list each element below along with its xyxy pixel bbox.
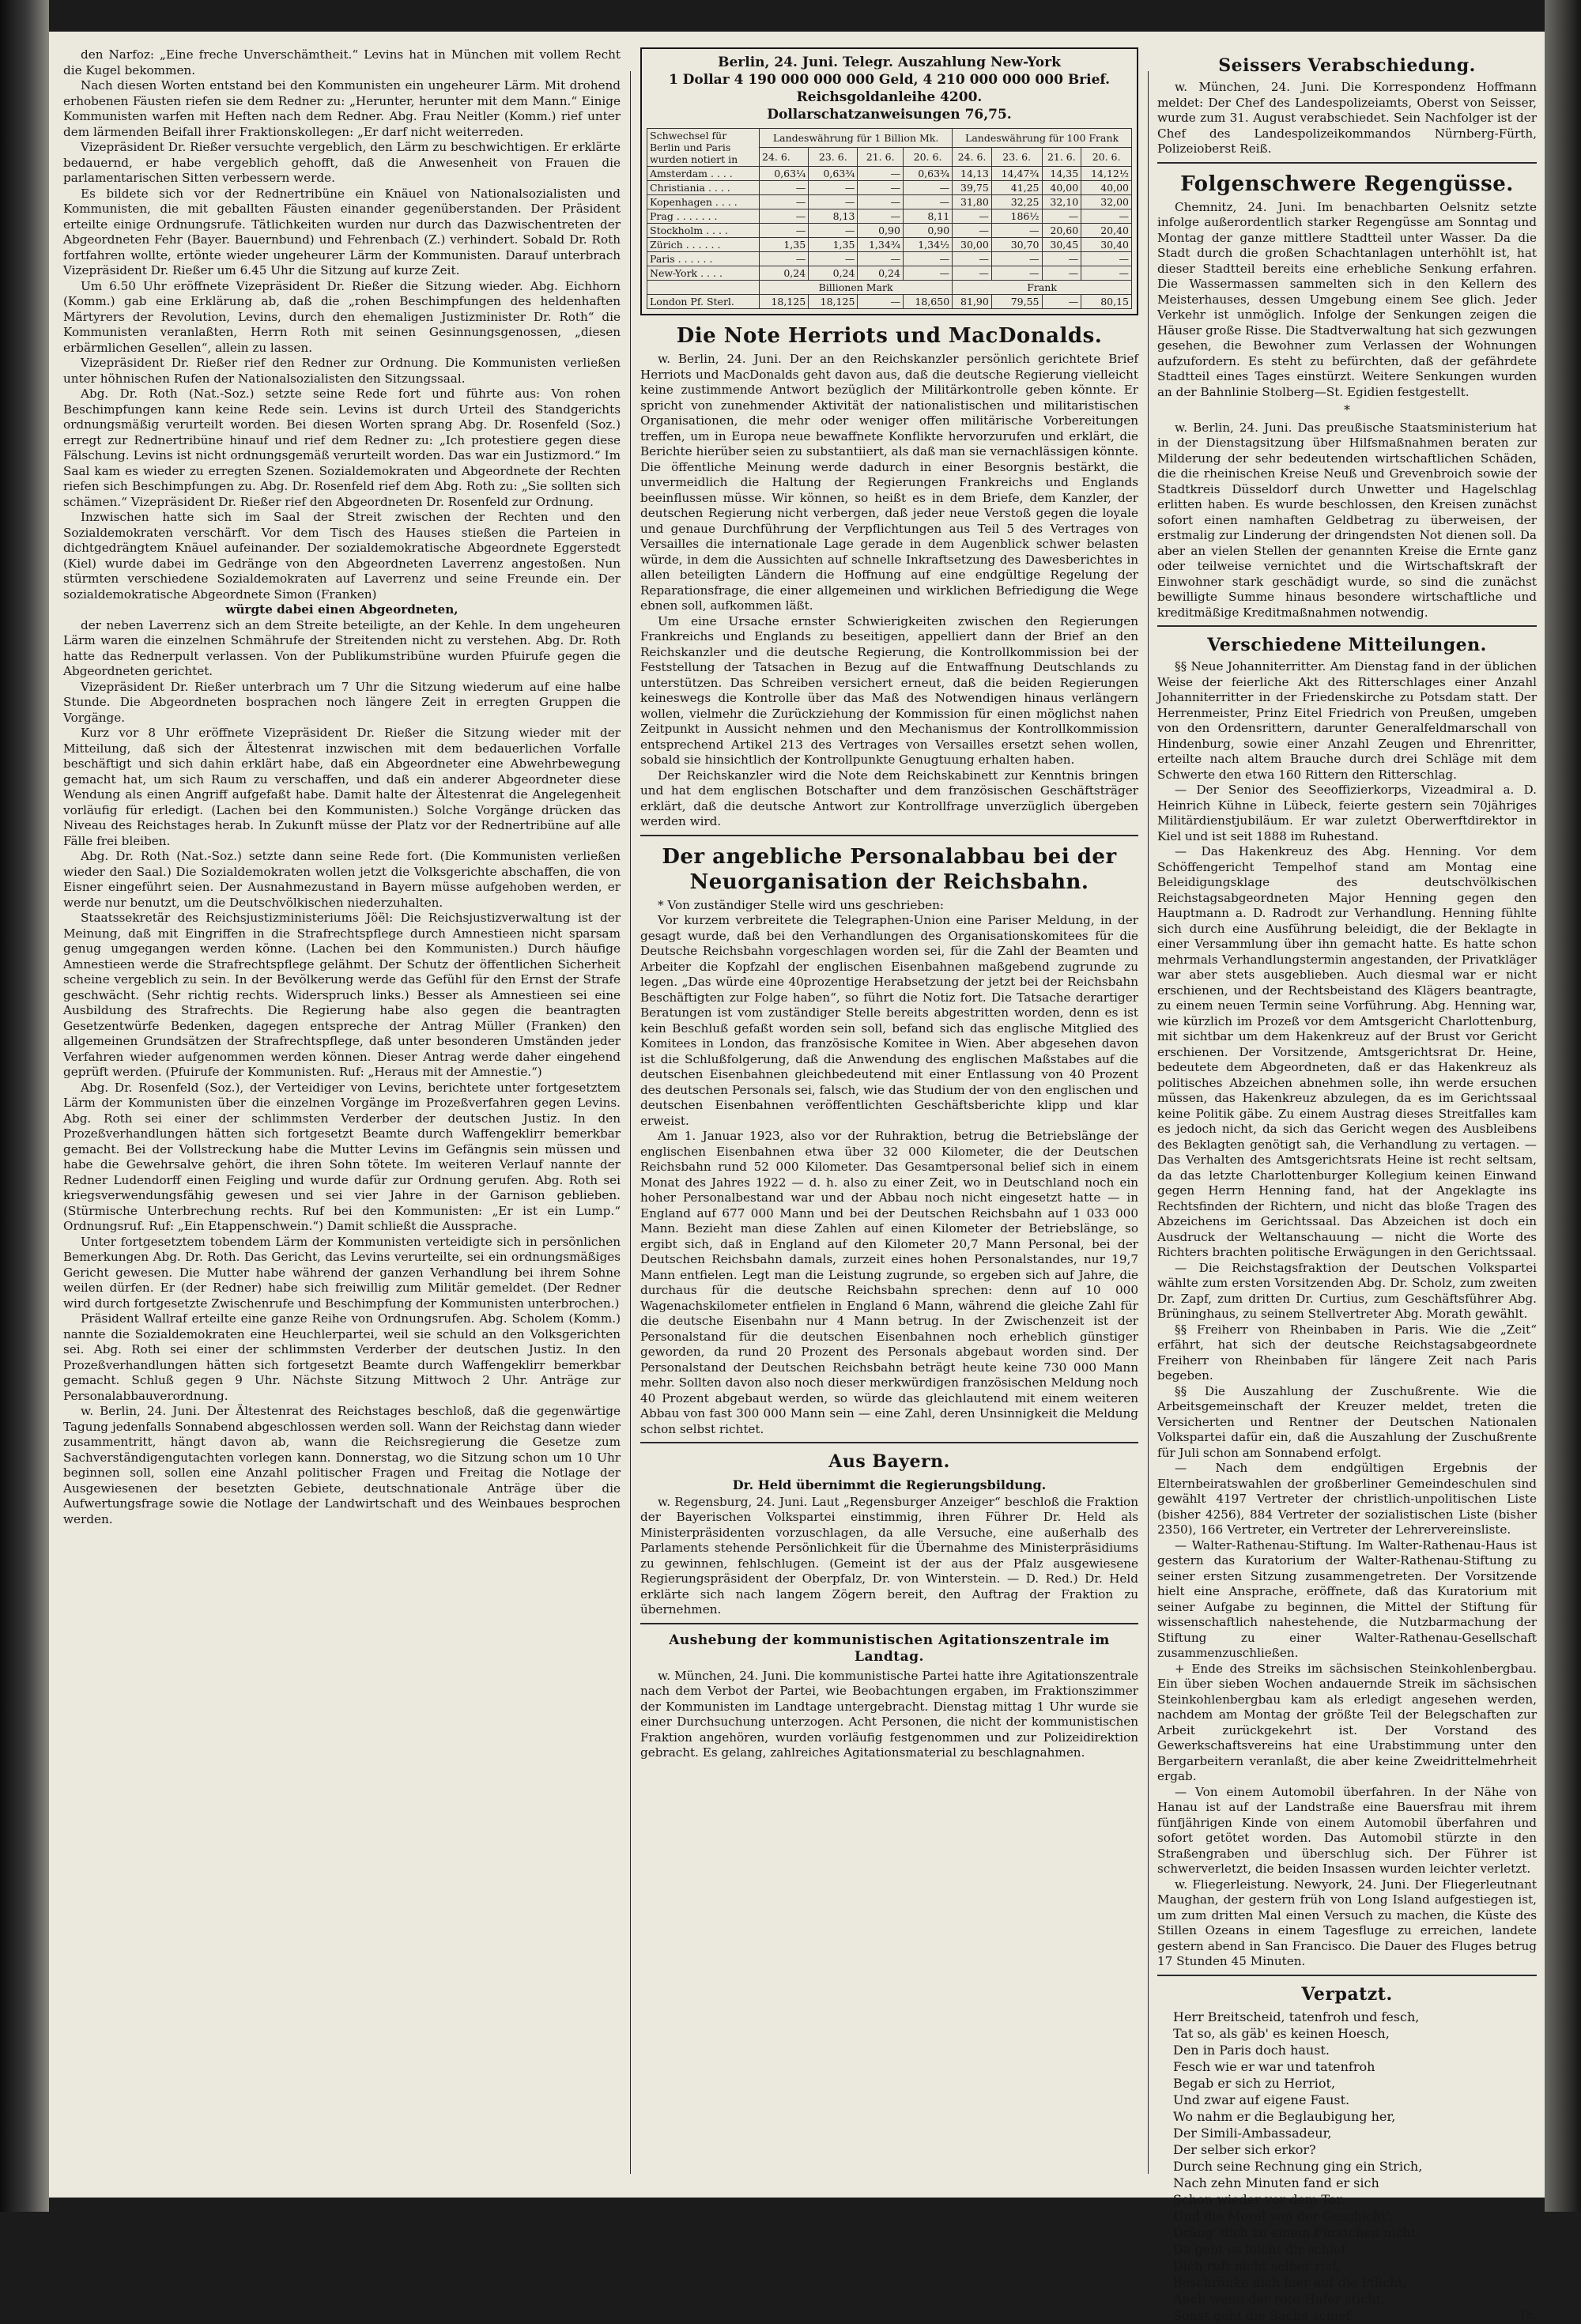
table-row [647, 195, 1132, 209]
article-paragraph: Unter fortgesetztem tobendem Lärm der Kommunisten verteidigte sich in persönlichen Bemerkungen Abg. Dr. Roth. Das Gericht, das Levins verurteilte, sei ein ordnungsmäßiges Gericht gewesen. Die Mutter habe während der ganzen Verhandlung bei ihrem Sohne weilen dürfen. Er (der Redner) habe sich freiwillig zum Militär gemeldet. (Der Redner wird durch fortgesetzte Zwischenrufe und Beschimpfung der Kommunisten unterbrochen.) [63, 1234, 621, 1311]
rate-cell: — [1042, 295, 1081, 309]
table-head-right: Landeswährung für 100 Frank [953, 129, 1132, 148]
rate-cell: — [991, 252, 1042, 266]
table-row [647, 209, 1132, 224]
poem-line: Und zwar auf eigene Faust. [1173, 2092, 1350, 2107]
rate-cell: — [903, 252, 952, 266]
rate-cell: 30,40 [1081, 238, 1132, 252]
article-paragraph: Präsident Wallraf erteilte eine ganze Reihe von Ordnungsrufen. Abg. Scholem (Komm.) nannte die Sozialdemokraten eine Heuchlerpartei, weil sie schuld an den Volksgerichten sei. Abg. Roth sei einer der schlimmsten Verderber der deutschen Justiz. In den Prozeßverhandlungen hätten sich fortgesetzt Beamte durch Waffengeklirr bemerkbar gemacht. Schluß gegen 9 Uhr. Nächste Sitzung Mittwoch 2 Uhr. Anträge zur Personalabbauverordnung. [63, 1311, 621, 1403]
date-header: 21. 6. [858, 148, 904, 167]
rate-cell: — [858, 252, 904, 266]
news-item: §§ Freiherr von Rheinbaben in Paris. Wie die „Zeit“ erfährt, hat sich der deutsche Reichstagsabgeordnete Freiherr von Rheinbaben für längere Zeit nach Paris begeben. [1157, 1322, 1537, 1383]
poem-line: Nach zehn Minuten fand er sich [1173, 2175, 1379, 2190]
rate-cell: — [1042, 266, 1081, 281]
seisser-text: w. München, 24. Juni. Die Korrespondenz Hoffmann meldet: Der Chef des Landespolizeiamts, Oberst von Seisser, wurde zum 31. August verabschiedet. Sein Nachfolger ist der Chef des Landespolizeikommandos Nürnberg-Fürth, Polizeioberst Reiß. [1157, 80, 1537, 156]
poem-line: Beschränke dich hier auf die Pflicht, [1173, 2274, 1407, 2290]
place-cell: Kopenhagen . . . . [647, 195, 760, 209]
seisser-headline: Seissers Verabschiedung. [1218, 55, 1476, 76]
table-head-left: Schwechsel für Berlin und Paris wurden notiert in [647, 129, 760, 167]
table-row [647, 181, 1132, 195]
date-header: 23. 6. [809, 148, 858, 167]
rate-cell: 8,13 [809, 209, 858, 224]
rate-cell: — [1042, 252, 1081, 266]
misc-headline: Verschiedene Mitteilungen. [1207, 635, 1487, 655]
exchange-rate-table [647, 128, 1132, 309]
article-paragraph: Um eine Ursache ernster Schwierigkeiten zwischen den Regierungen Frankreichs und Englands zu beseitigen, appelliert dann der Brief an den Reichskanzler und die deutsche Regierung, die Kontrollkommission bei der Feststellung der Tatsachen in Bezug auf die Entwaffnung Deutschlands zu unterstützen. Das Schreiben versichert erneut, daß die beiden Regierungen keineswegs die Kontrolle über das Maß des Notwendigen hinaus verlängern wollen, vielmehr die Zurückziehung der Kommission für einen möglichst nahen Zeitpunkt in Aussicht nehmen und den Mechanismus der Kontrollkommission entsprechend Artikel 213 des Vertrages von Versailles ersetzt sehen wollen, sobald sie hinsichtlich der Kontrollpunkte Genugtuung erhalten haben. [640, 613, 1138, 767]
rate-cell: — [1042, 209, 1081, 224]
exchange-line-3: Reichsgoldanleihe 4200. [796, 89, 983, 105]
poem-line: Fesch wie er war und tatenfroh [1173, 2058, 1375, 2074]
news-item: — Die Reichstagsfraktion der Deutschen Volkspartei wählte zum ersten Vorsitzenden Abg. Dr. Scholz, zum zweiten Dr. Zapf, zum dritten Dr. Curtius, zum Geschäftsführer Abg. Brüninghaus, zu seinem Stellvertreter Abg. Morath gewählt. [1157, 1260, 1537, 1321]
news-item: w. Fliegerleistung. Newyork, 24. Juni. Der Fliegerleutnant Maughan, der gestern früh von Long Island aufgestiegen ist, um zum dritten Mal einen Versuch zu machen, die Küste des Stillen Ozeans in einem Tagesfluge zu erreichen, landete gestern abend in San Francisco. Die Dauer des Fluges betrug 17 Stunden 45 Minuten. [1157, 1877, 1537, 1968]
divider [640, 835, 1138, 836]
news-item: §§ Die Auszahlung der Zuschußrente. Wie die Arbeitsgemeinschaft der Kreuzer meldet, treten die Versicherten und Rentner der Deutschen Nationalen Volkspartei dafür ein, daß die Auszahlung der Zuschußrente für Juli schon am Sonnabend erfolgt. [1157, 1383, 1537, 1460]
poem-line: Begab er sich zu Herriot, [1173, 2075, 1336, 2091]
rate-cell: — [953, 209, 992, 224]
date-header: 24. 6. [953, 148, 992, 167]
rate-cell: — [858, 181, 904, 195]
article-paragraph: Inzwischen hatte sich im Saal der Streit zwischen der Rechten und den Sozialdemokraten verschärft. Vor dem Tisch des Hauses stießen die Parteien in dichtgedrängtem Knäuel aufeinander. Der sozialdemokratische Abgeordnete Eggerstedt (Kiel) wurde dabei im Gedränge von den Abgeordneten Laverrenz angestoßen. Nun stürmten verschiedene Sozialdemokraten auf Laverrenz und seine Freunde ein. Der sozialdemokratische Abgeordnete Simon (Franken) [63, 510, 621, 602]
rate-cell: 0,24 [809, 266, 858, 281]
rate-cell: 14,47¾ [991, 167, 1042, 181]
poem-line: Sonst geht die Sache schief. [1173, 2307, 1354, 2323]
date-header: 21. 6. [1042, 148, 1081, 167]
news-item: — Das Hakenkreuz des Abg. Henning. Vor dem Schöffengericht Tempelhof stand am Montag eine Beleidigungsklage des deutschvölkischen Reichstagsabgeordneten Major Henning gegen den Hauptmann a. D. Radrodt zur Verhandlung. Henning fühlte sich durch eine Ausführung beleidigt, die der Beklagte in einer Versammlung über ihn gemacht hatte. Es hatte schon mehrmals Verhandlungstermin angestanden, der Privatkläger war aber stets ausgeblieben. Auch diesmal war er nicht erschienen, und der Rechtsbeistand des Klägers beantragte, zu einem neuen Termin seine Vorführung. Abg. Henning war, wie kürzlich im Prozeß vor dem Amtsgericht Charlottenburg, mit sichtbar um dem Hakenkreuz auf der Brust vor Gericht erschienen. Der Vorsitzende, Amtsgerichtsrat Dr. Heine, bedeutete dem Abgeordneten, daß er das Hakenkreuz als politisches Abzeichen abnehmen solle, ihn werde ersuchen müssen, das Hakenkreuz abzulegen, da es im Gerichtssaal keine Politik gäbe. Zu einem Austrag dieses Streitfalles kam es jedoch nicht, da sich das Gericht wegen des Ausbleibens des Beklagten genötigt sah, die Verhandlung zu vertagen. — Das Verhalten des Amtsgerichtsrats Heine ist recht seltsam, da das letzte Charlottenburger Kollegium keinen Einwand gegen Herrn Henning fand, hat der Angeklagte ins Rechtsfinden der Richtern, und nicht das bloße Tragen des Abzeichens im Gerichtssaal. Das Abzeichen ist doch ein Ausdruck der Weltanschauung — nicht die Worte des Richters brachten politische Erwägungen in den Gerichtssaal. [1157, 844, 1537, 1259]
exchange-line-4: Dollarschatzanweisungen 76,75. [767, 107, 1012, 123]
rate-cell: 0,90 [903, 224, 952, 238]
poem-line: Schon wieder vor dem Tor. [1173, 2191, 1345, 2207]
rate-cell: 41,25 [991, 181, 1042, 195]
rate-cell: 1,34¾ [858, 238, 904, 252]
rate-cell: 1,35 [760, 238, 809, 252]
rate-cell: 20,60 [1042, 224, 1081, 238]
poem-line: Da geht es leicht dir schief. [1173, 2241, 1349, 2257]
unit-cell: Frank [953, 281, 1132, 295]
poem-signature: Th. [1519, 2308, 1537, 2322]
rain-text-1: Chemnitz, 24. Juni. Im benachbarten Oelsnitz setzte infolge außerordentlich starker Regengüsse am Sonntag und Montag der ganze mittlere Stadtteil unter Wasser. Da die Stadt durch die großen Schachtanlagen unterhöhlt ist, hat dieser Stadtteil bereits eine erhebliche Senkung erfahren. Die Wassermassen sammelten sich in den Kellern des Meisterhauses, dessen Umgebung einem See glich. Jeder Verkehr ist unmöglich. Infolge der Senkungen zeigen die Häuser große Risse. Die Stadtverwaltung hat sich gezwungen gesehen, die Bewohner zum Verlassen der Wohnungen aufzufordern. Es steht zu befürchten, daß der gefährdete Stadtteil eines Tages einstürzt. Weitere Senkungen wurden an der Bahnlinie Stolberg—St. Egidien festgestellt. [1157, 199, 1537, 399]
rate-cell: 40,00 [1042, 181, 1081, 195]
article-paragraph: w. Berlin, 24. Juni. Der Ältestenrat des Reichstages beschloß, daß die gegenwärtige Tagung jedenfalls Sonnabend abgeschlossen werden soll. Wann der Reichstag dann wieder zusammentritt, hängt davon ab, wann die Reichsregierung die Gesetze zum Sachverständigengutachten vorlegen kann. Donnerstag, wo die Sitzung schon um 10 Uhr beginnen soll, sollen eine Anzahl politischer Fragen und Freitag die Notlage der Ausgewiesenen der besetzten Gebiete, deutschnationale Anträge über die Aufwertungsfrage sowie die Notlage der Landwirtschaft und des Weinbaues besprochen werden. [63, 1404, 621, 1526]
table-row [647, 252, 1132, 266]
poem-line: Und die Moral von der Geschicht': [1173, 2208, 1394, 2224]
table-row [647, 224, 1132, 238]
article-headline: Der angebliche Personalabbau bei der Neuorganisation der Reichsbahn. [662, 844, 1117, 894]
rate-cell: — [1081, 209, 1132, 224]
news-item: — Walter-Rathenau-Stiftung. Im Walter-Rathenau-Haus ist gestern das Kuratorium der Walter-Rathenau-Stiftung zu seiner ersten Sitzung zusammengetreten. Der Vorsitzende hielt eine Ansprache, eröffnete, daß das Kuratorium mit seiner Aufgabe zu beginnen, die Mittel der Stiftung für wissenschaftlich nahestehende, die Nutzbarmachung der Stiftung zu einer Walter-Rathenau-Gesellschaft zusammenzuschließen. [1157, 1537, 1537, 1660]
rate-cell: 80,15 [1081, 295, 1132, 309]
article-paragraph: Der Reichskanzler wird die Note dem Reichskabinett zur Kenntnis bringen und hat dem englischen Botschafter und dem französischen Geschäftsträger erklärt, daß die deutsche Antwort zur Kontrollfrage unverzüglich übergeben werden wird. [640, 768, 1138, 828]
poem-line: Der Simili-Ambassadeur, [1173, 2125, 1332, 2141]
article-paragraph: w. Berlin, 24. Juni. Der an den Reichskanzler persönlich gerichtete Brief Herriots und MacDonalds geht davon aus, daß die deutsche Regierung vielleicht keine zustimmende Antwort bezüglich der Militärkontrolle geben könnte. Er spricht von zunehmender Aktivität der nationalistischen und militaristischen Organisationen, die mehr oder weniger offen militärische Vorbereitungen treffen, um in Europa neue bewaffnete Konflikte hervorzurufen und erklärt, die Berichte hierüber seien zu substantiiert, als daß man sie vernachlässigen könnte. Die öffentliche Meinung werde dadurch in einer Besorgnis bestärkt, die unvermeidlich die Haltung der Regierungen Frankreichs und Englands beeinflussen müsse. Wir können, so heißt es in dem Briefe, dem Kanzler, der deutschen Regierung nicht verbergen, daß jeder neue Verstoß gegen die loyale und genaue Durchführung der Verpflichtungen aus Teil 5 des Vertrages von Versailles die internationale Lage gerade in dem Augenblick schwer belasten würde, in dem die Aussichten auf schnelle Inkraftsetzung des Dawesberichtes in allen beteiligten Ländern die Hoffnung auf eine endgültige Regelung der Reparationsfrage, die einer allgemeinen und wirklichen Befriedigung die Wege ebnen soll, aufkommen läßt. [640, 352, 1138, 613]
news-item: §§ Neue Johanniterritter. Am Dienstag fand in der üblichen Weise der feierliche Akt des Ritterschlages einer Anzahl Johanniterritter in der Friedenskirche zu Potsdam statt. Der Herrenmeister, Prinz Eitel Friedrich von Preußen, umgeben von den Ordensrittern, darunter Generalfeldmarschall von Hindenburg, sowie einer Anzahl Zeugen und Ehrenritter, erteilte nach altem Brauche durch drei Schläge mit dem Schwerte den etwa 160 Rittern den Ritterschlag. [1157, 659, 1537, 782]
divider [640, 1442, 1138, 1443]
article-paragraph: w. Regensburg, 24. Juni. Laut „Regensburger Anzeiger“ beschloß die Fraktion der Bayerischen Volkspartei einstimmig, ihren Führer Dr. Held als Ministerpräsidenten vorzuschlagen, da alle Versuche, eine außerhalb des Parlaments stehende Persönlichkeit für die Übernahme des Ministerpräsidiums zu gewinnen, fehlschlugen. (Gemeint ist der aus der Pfalz ausgewiesene Regierungspräsident der Oberpfalz, Dr. von Winterstein. — D. Red.) Dr. Held erklärte sich nach langem Zögern bereit, den Auftrag der Fraktion zu übernehmen. [640, 1494, 1138, 1617]
article-headline: Aus Bayern. [828, 1451, 950, 1472]
place-cell: Amsterdam . . . . [647, 167, 760, 181]
column-rule [630, 71, 631, 2174]
rate-cell: 79,55 [991, 295, 1042, 309]
article-paragraph: Abg. Dr. Roth (Nat.-Soz.) setzte seine Rede fort und führte aus: Von rohen Beschimpfungen kann keine Rede sein. Levins ist durch Urteil des Standgerichts ordnungsmäßig verurteilt worden. Bei diesen Worten sprang Abg. Dr. Rosenfeld (Soz.) erregt zur Rednertribüne hinauf und rief dem Redner zu: „Ich protestiere gegen diese Fälschung. Levins ist nicht ordnungsgemäß verurteilt worden. Das war ein Justizmord.“ Im Saal kam es wieder zu erregten Szenen. Sozialdemokraten und Abgeordnete der Rechten riefen sich Beschimpfungen zu. Abg. Dr. Rosenfeld rief dem Abg. Roth zu: „Sie sollten sich schämen.“ Vizepräsident Dr. Rießer rief den Abgeordneten Dr. Rosenfeld zur Ordnung. [63, 387, 621, 509]
poem-title: Verpatzt. [1301, 1983, 1393, 2005]
place-cell: Paris . . . . . . [647, 252, 760, 266]
article-paragraph: w. München, 24. Juni. Die kommunistische Partei hatte ihre Agitationszentrale nach dem Verbot der Partei, wie Beobachtungen ergaben, im Fraktionszimmer der Kommunisten im Landtage untergebracht. Dienstag mittag 1 Uhr wurde sie einer Durchsuchung unterzogen. Acht Personen, die nicht der kommunistischen Fraktion angehören, wurden vorläufig festgenommen und zur Polizeidirektion gebracht. Es gelang, zahlreiches Agitationsmaterial zu beschlagnahmen. [640, 1668, 1138, 1760]
rain-headline: Folgenschwere Regengüsse. [1180, 172, 1514, 196]
rate-cell: 0,63¾ [903, 167, 952, 181]
rate-cell: 0,24 [760, 266, 809, 281]
exchange-line-2: 1 Dollar 4 190 000 000 000 Geld, 4 210 000 000 000 Brief. [668, 72, 1111, 88]
article-paragraph: Abg. Dr. Roth (Nat.-Soz.) setzte dann seine Rede fort. (Die Kommunisten verließen wieder den Saal.) Die Sozialdemokraten wollen jetzt die Volksgerichte abschaffen, die von Eisner eingeführt seien. Der Ausnahmezustand in Bayern müsse aufgehoben werden, er werde nur benutzt, um die Deutschvölkischen niederzuhalten. [63, 849, 621, 910]
article-paragraph: Nach diesen Worten entstand bei den Kommunisten ein ungeheurer Lärm. Mit drohend erhobenen Fäusten riefen sie dem Redner zu: „Herunter, herunter mit dem Mann.“ Einige Kommunisten warfen mit Heften nach dem Redner. Abg. Frau Neitler (Komm.) rief unter dem lärmenden Beifall ihrer Fraktionskollegen: „Er darf nicht weiterreden. [63, 78, 621, 139]
article-paragraph: Abg. Dr. Rosenfeld (Soz.), der Verteidiger von Levins, berichtete unter fortgesetztem Lärm der Kommunisten über die einzelnen Vorgänge im Prozeßverfahren gegen Levins. Abg. Roth sei einer der schlimmsten Verderber der deutschen Justiz. In den Prozeßverhandlungen hätten sich fortgesetzt Beamte durch Waffengeklirr bemerkbar gemacht. Bei der Vollstreckung habe die Mutter Levins im Gefängnis sein müssen und habe die Gewehrsalve gehört, die ihren Sohn tötete. Im weiteren Verlauf nannte der Redner Ludendorff einen Feigling und wurde dafür zur Ordnung gerufen. Abg. Roth sei kriegsverwendungsfähig gewesen und sei vier Jahre in der Garnison geblieben. (Stürmische Unterbrechung rechts. Ruf bei den Kommunisten: „Er ist ein Lump.“ Ordnungsruf. Ruf: „Ein Etappenschwein.“) Damit schließt die Aussprache. [63, 1080, 621, 1233]
rate-cell: — [1081, 266, 1132, 281]
rate-cell: 81,90 [953, 295, 992, 309]
rate-cell: 30,70 [991, 238, 1042, 252]
exchange-rate-box [640, 47, 1138, 315]
article-paragraph: würgte dabei einen Abgeordneten, [225, 602, 458, 617]
article-paragraph: der neben Laverrenz sich an dem Streite beteiligte, an der Kehle. In dem ungeheuren Lärm waren die einzelnen Schmährufe der Streitenden nicht zu verstehen. Abg. Dr. Roth hatte das Rednerpult verlassen. Von der Publikumstribüne wurden Pfuirufe gegen die Abgeordneten gerichtet. [63, 617, 621, 678]
poem-line: Den in Paris doch haust. [1173, 2042, 1330, 2058]
rate-cell: — [903, 266, 952, 281]
rate-cell: 0,63¼ [760, 167, 809, 181]
news-item: — Nach dem endgültigen Ergebnis der Elternbeiratswahlen der großberliner Gemeindeschulen sind gewählt 4197 Vertreter der christlich-unpolitischen Liste (bisher 4256), 884 Vertreter der sozialistischen Liste (bisher 2350), 166 Vertreter, ein Vertreter der Lehrervereinsliste. [1157, 1461, 1537, 1537]
table-row [647, 238, 1132, 252]
rate-cell: 18,125 [809, 295, 858, 309]
place-cell: New-York . . . . [647, 266, 760, 281]
middle-column [640, 47, 1138, 2174]
rate-cell: — [760, 252, 809, 266]
article-paragraph: Vor kurzem verbreitete die Telegraphen-Union eine Pariser Meldung, in der gesagt wurde, daß bei den Verhandlungen des Organisationskomitees für die Deutsche Reichsbahn vorgeschlagen worden sei, für die Zahl der Beamten und Arbeiter die Kopfzahl der englischen Eisenbahnen maßgebend zugrunde zu legen. „Das würde eine 40prozentige Herabsetzung der jetzt bei der Reichsbahn Beschäftigten zur Folge haben“, so führt die Notiz fort. Die Tatsache derartiger Beratungen ist vom zuständiger Stelle bereits abgestritten worden, denn es ist kein Beschluß gefaßt worden sein soll, befand sich das englische Mitglied des Komitees in London, das französische Komitee in Wien. Aber abgesehen davon ist die Schlußfolgerung, daß die Anwendung des englischen Maßstabes auf die deutschen Eisenbahnen gleichbedeutend mit einer Entlassung von 40 Prozent des deutschen Personals sei, falsch, wie das Studium der von den englischen und deutschen Eisenbahnen veröffentlichten Geschäftsberichte klipp und klar erweist. [640, 913, 1138, 1128]
poem-line: Der selber sich erkor? [1173, 2141, 1316, 2157]
poem-line: Tat so, als gäb' es keinen Hoesch, [1173, 2025, 1390, 2041]
rate-cell: 30,45 [1042, 238, 1081, 252]
rate-cell: 0,63¾ [809, 167, 858, 181]
rate-cell: — [809, 195, 858, 209]
place-cell: Christiania . . . . [647, 181, 760, 195]
table-row [647, 295, 1132, 309]
unit-row [647, 281, 1132, 295]
article-headline: Die Note Herriots und MacDonalds. [676, 324, 1103, 348]
news-item: + Ende des Streiks im sächsischen Steinkohlenbergbau. Ein über sieben Wochen andauernde Streik im sächsischen Steinkohlenbergbau kam als erledigt angesehen werden, nachdem am Montag der größte Teil der Belegschaften zur Arbeit zurückgekehrt ist. Der Vorstand des Gewerkschaftsvereins hat eine Urabstimmung unter den Bergarbeitern veranlaßt, die aber keine Zweidrittelmehrheit ergab. [1157, 1661, 1537, 1783]
rate-cell: 40,00 [1081, 181, 1132, 195]
news-item: — Von einem Automobil überfahren. In der Nähe von Hanau ist auf der Landstraße eine Bauersfrau mit ihrem fünfjährigen Kinde von einem Automobil überfahren und sofort getötet worden. Das Automobil stürzte in den Straßengraben und überschlug sich. Der Führer ist schwerverletzt, die beiden Insassen wurden leichter verletzt. [1157, 1784, 1537, 1876]
rate-cell: — [991, 224, 1042, 238]
book-spine [0, 0, 49, 2212]
table-row [647, 167, 1132, 181]
article-paragraph: Vizepräsident Dr. Rießer unterbrach um 7 Uhr die Sitzung wiederum auf eine halbe Stunde. Die Abgeordneten bosprachen noch längere Zeit in erregten Gruppen die Vorgänge. [63, 679, 621, 725]
article-paragraph: Es bildete sich vor der Rednertribüne ein Knäuel von Nationalsozialisten und Kommunisten, die mit geballten Fäusten einander gegenüberstanden. Der Präsident erteilte einige Ordnungsrufe. Tätlichkeiten wurden nur durch das Dazwischentreten der Abgeordneten Fehr (Bayer. Bauernbund) und Fehrenbach (Z.) verhindert. Sobald Dr. Roth fortfahren wollte, ertönte wieder ungeheurer Lärm der Kommunisten. Darauf unterbrach Vizepräsident Dr. Rießer um 6.45 Uhr die Sitzung auf kurze Zeit. [63, 186, 621, 277]
rate-cell: 1,35 [809, 238, 858, 252]
rate-cell: — [903, 181, 952, 195]
article-headline: Aushebung der kommunistischen Agitationszentrale im Landtag. [669, 1632, 1110, 1665]
date-header: 24. 6. [760, 148, 809, 167]
exchange-line-1: Berlin, 24. Juni. Telegr. Auszahlung New-York [718, 55, 1061, 70]
rate-cell: — [1081, 252, 1132, 266]
rate-cell: 14,13 [953, 167, 992, 181]
rate-cell: — [903, 195, 952, 209]
rate-cell: — [809, 252, 858, 266]
date-header: 20. 6. [1081, 148, 1132, 167]
rate-cell: 0,90 [858, 224, 904, 238]
place-cell: London Pf. Sterl. [647, 295, 760, 309]
rate-cell: 14,12½ [1081, 167, 1132, 181]
poem-line: Dräng' dich zu einem Fürstchen nicht, [1173, 2224, 1421, 2240]
rate-cell: — [760, 195, 809, 209]
right-column [1157, 47, 1537, 2323]
divider [1157, 162, 1537, 164]
rate-cell: — [809, 224, 858, 238]
rain-text-2: w. Berlin, 24. Juni. Das preußische Staatsministerium hat in der Dienstagsitzung über Hilfsmaßnahmen beraten zur Milderung der sehr bedeutenden wirtschaftlichen Schäden, die die rheinischen Kreise Neuß und Grevenbroich sowie der Stadtkreis Düsseldorf durch Unwetter und Hagelschlag erlitten haben. Es wurde beschlossen, den Kreisen zunächst sofort einen namhaften Geldbetrag zu überweisen, der erstmalig zur Linderung der dringendsten Not dienen soll. Da aber an vielen Stellen der genannten Kreise die Ernte ganz oder teilweise vernichtet und die Wirtschaftskraft der Einwohner stark geschädigt wurde, so sind die zunächst bewilligte Summe hinaus besondere wirtschaftliche und kreditmäßige Kreditmaßnahmen notwendig. [1157, 420, 1537, 620]
rate-cell: 32,25 [991, 195, 1042, 209]
unit-cell: Billionen Mark [760, 281, 953, 295]
misc-items [1157, 659, 1537, 1970]
rate-cell: 32,10 [1042, 195, 1081, 209]
rate-cell: 1,34½ [903, 238, 952, 252]
date-header: 20. 6. [903, 148, 952, 167]
place-cell: Prag . . . . . . . [647, 209, 760, 224]
divider [1157, 1975, 1537, 1976]
rate-cell: 39,75 [953, 181, 992, 195]
news-item: — Der Senior des Seeoffizierkorps, Vizeadmiral a. D. Heinrich Kühne in Lübeck, feierte gestern sein 70jähriges Militärdienstjubiläum. Er war zuletzt Oberwerftdirektor in Kiel und ist seit 1888 im Ruhestand. [1157, 783, 1537, 843]
column-rule [1148, 71, 1149, 2174]
date-header: 23. 6. [991, 148, 1042, 167]
table-head-mid: Landeswährung für 1 Billion Mk. [760, 129, 953, 148]
rate-cell: — [858, 295, 904, 309]
newspaper-page [49, 32, 1545, 2323]
place-cell: Zürich . . . . . . [647, 238, 760, 252]
article-paragraph: Kurz vor 8 Uhr eröffnete Vizepräsident Dr. Rießer die Sitzung wieder mit der Mitteilung, daß sich der Ältestenrat inzwischen mit dem bedauerlichen Vorfalle beschäftigt und sich dahin erklärt habe, daß ein Abgeordneter eine Abwehrbewegung gemacht hat, um sich Raum zu verschaffen, und daß ein anderer Abgeordneter diese Wendung als einen Angriff aufgefaßt habe. Damit halte der Ältestenrat die Angelegenheit vorläufig für erledigt. (Lachen bei den Kommunisten.) Solche Vorgänge drücken das Niveau des Reichstages herab. In Zukunft müsse der Platz vor der Rednertribüne auf alle Fälle frei bleiben. [63, 726, 621, 848]
rate-cell: 8,11 [903, 209, 952, 224]
rate-cell: 0,24 [858, 266, 904, 281]
article-paragraph: Vizepräsident Dr. Rießer versuchte vergeblich, den Lärm zu beschwichtigen. Er erklärte bedauernd, er habe vergeblich gehofft, daß die Anwesenheit von Frauen die parlamentarischen Sitten verbessern werde. [63, 140, 621, 185]
article-paragraph: den Narfoz: „Eine freche Unverschämtheit.“ Levins hat in München mit vollem Recht die Kugel bekommen. [63, 47, 621, 77]
poem-line: Dich ruft nicht selber rief, [1173, 2258, 1341, 2273]
rate-cell: — [809, 181, 858, 195]
article-paragraph: Um 6.50 Uhr eröffnete Vizepräsident Dr. Rießer die Sitzung wieder. Abg. Eichhorn (Komm.) gab eine Erklärung ab, daß die „rohen Beschimpfungen des heldenhaften Märtyrers der Revolution, Levins, durch den ehemaligen Justizminister Dr. Roth“ die Kommunisten veranlaßten, Herrn Roth mit seinen Gesinnungsgenossen, „diesen erbärmlichen Gesellen“, allein zu lassen. [63, 278, 621, 355]
rate-cell: — [953, 224, 992, 238]
rate-cell: — [760, 209, 809, 224]
poem-line: Auch wenn der rote Hafer sticht, [1173, 2291, 1385, 2307]
rate-cell: 20,40 [1081, 224, 1132, 238]
rate-cell: — [760, 181, 809, 195]
table-row [647, 266, 1132, 281]
place-cell: Stockholm . . . . [647, 224, 760, 238]
rate-cell: 18,650 [903, 295, 952, 309]
divider [1157, 625, 1537, 627]
poem-line: Durch seine Rechnung ging ein Strich, [1173, 2158, 1423, 2174]
article-paragraph: Staatssekretär des Reichsjustizministeriums Jöël: Die Reichsjustizverwaltung ist der Meinung, daß mit Eingriffen in die Strafrechtspflege durch Amnestieen nicht sparsam genug umgegangen werden könne. (Lachen bei den Kommunisten.) Durch häufige Amnestieen werde die Strafrechtspflege gelähmt. Der Schutz der öffentlichen Sicherheit scheine vergeblich zu sein. In der Bevölkerung werde das Gefühl für den Ernst der Strafe geschwächt. (Sehr richtig rechts. Widerspruch links.) Besser als Amnestieen sei eine Ausbildung des Strafrechts. Die Regierung habe also gegen die beantragten Gesetzentwürfe Bedenken, dagegen entspreche der Antrag Müller (Franken) den allgemeinen Grundsätzen der Strafrechtspflege, daß unter besonderen Umständen jeder Verfahren wieder aufgenommen werden können. Dieser Antrag werde daher eingehend geprüft werden. (Pfuirufe der Kommunisten. Ruf: „Heraus mit der Amnestie.“) [63, 911, 621, 1079]
rate-cell: 31,80 [953, 195, 992, 209]
rate-cell: — [991, 266, 1042, 281]
rate-cell: — [858, 167, 904, 181]
poem [1157, 2009, 1537, 2324]
article-paragraph: Am 1. Januar 1923, also vor der Ruhraktion, betrug die Betriebslänge der englischen Eisenbahnen etwa über 32 000 Kilometer, die der Deutschen Reichsbahn rund 52 000 Kilometer. Das Gesamtpersonal belief sich in einem Monat des Jahres 1922 — d. h. also zu einer Zeit, wo in Deutschland noch ein hoher Personalbestand war und der Abbau noch nicht eingesetzt hatte — in England auf 677 000 Mann und bei der Deutschen Reichsbahn auf 1 033 000 Mann. Bezieht man diese Zahlen auf einen Kilometer der Betriebslänge, so ergibt sich, daß in England auf den Kilometer 20,7 Mann Personal, bei der Deutschen Reichsbahn damals, zurzeit eines hohen Personalstandes, nur 19,7 Mann entfielen. Legt man die Leistung zugrunde, so ergeben sich auf Jahre, die durchaus für die deutsche Reichsbahn sprechen: denn auf 10 000 Wagenachskilometer entfielen in England 6 Mann, während die gleiche Zahl für die deutsche Eisenbahn nur 4 Mann betrug. In der Zwischenzeit ist der Personalstand für die deutschen Eisenbahnen noch erheblich günstiger geworden, da rund 20 Prozent des Personals abgebaut worden sind. Der Personalstand der Deutschen Reichsbahn beträgt heute keine 730 000 Mann mehr. Sollten davon also noch dieser merkwürdigen französischen Meldung noch 40 Prozent abgebaut werden, so würde das gleichlautend mit einem weiteren Abbau von fast 300 000 Mann sein — eine Zahl, deren Unsinnigkeit die Meldung schon selbst richtet. [640, 1129, 1138, 1436]
poem-line: Wo nahm er die Beglaubigung her, [1173, 2108, 1396, 2124]
article-paragraph: * Von zuständiger Stelle wird uns geschrieben: [658, 897, 945, 912]
left-column [63, 47, 621, 2174]
rate-cell: 186½ [991, 209, 1042, 224]
article-paragraph: Vizepräsident Dr. Rießer rief den Redner zur Ordnung. Die Kommunisten verließen unter höhnischen Rufen der Nationalsozialisten den Sitzungssaal. [63, 356, 621, 386]
divider [640, 1623, 1138, 1624]
rate-cell: 18,125 [760, 295, 809, 309]
middle-articles [640, 323, 1138, 1761]
rate-cell: 30,00 [953, 238, 992, 252]
rate-cell: 32,00 [1081, 195, 1132, 209]
rate-cell: — [953, 266, 992, 281]
rate-cell: — [953, 252, 992, 266]
rate-cell: — [760, 224, 809, 238]
rate-cell: — [858, 195, 904, 209]
asterisk-separator: * [1344, 402, 1350, 417]
poem-line: Herr Breitscheid, tatenfroh und fesch, [1173, 2009, 1420, 2024]
page-edge-shadow [1545, 0, 1581, 2212]
rate-cell: — [858, 209, 904, 224]
rate-cell: 14,35 [1042, 167, 1081, 181]
article-subhead: Dr. Held übernimmt die Regierungsbildung. [732, 1477, 1047, 1492]
